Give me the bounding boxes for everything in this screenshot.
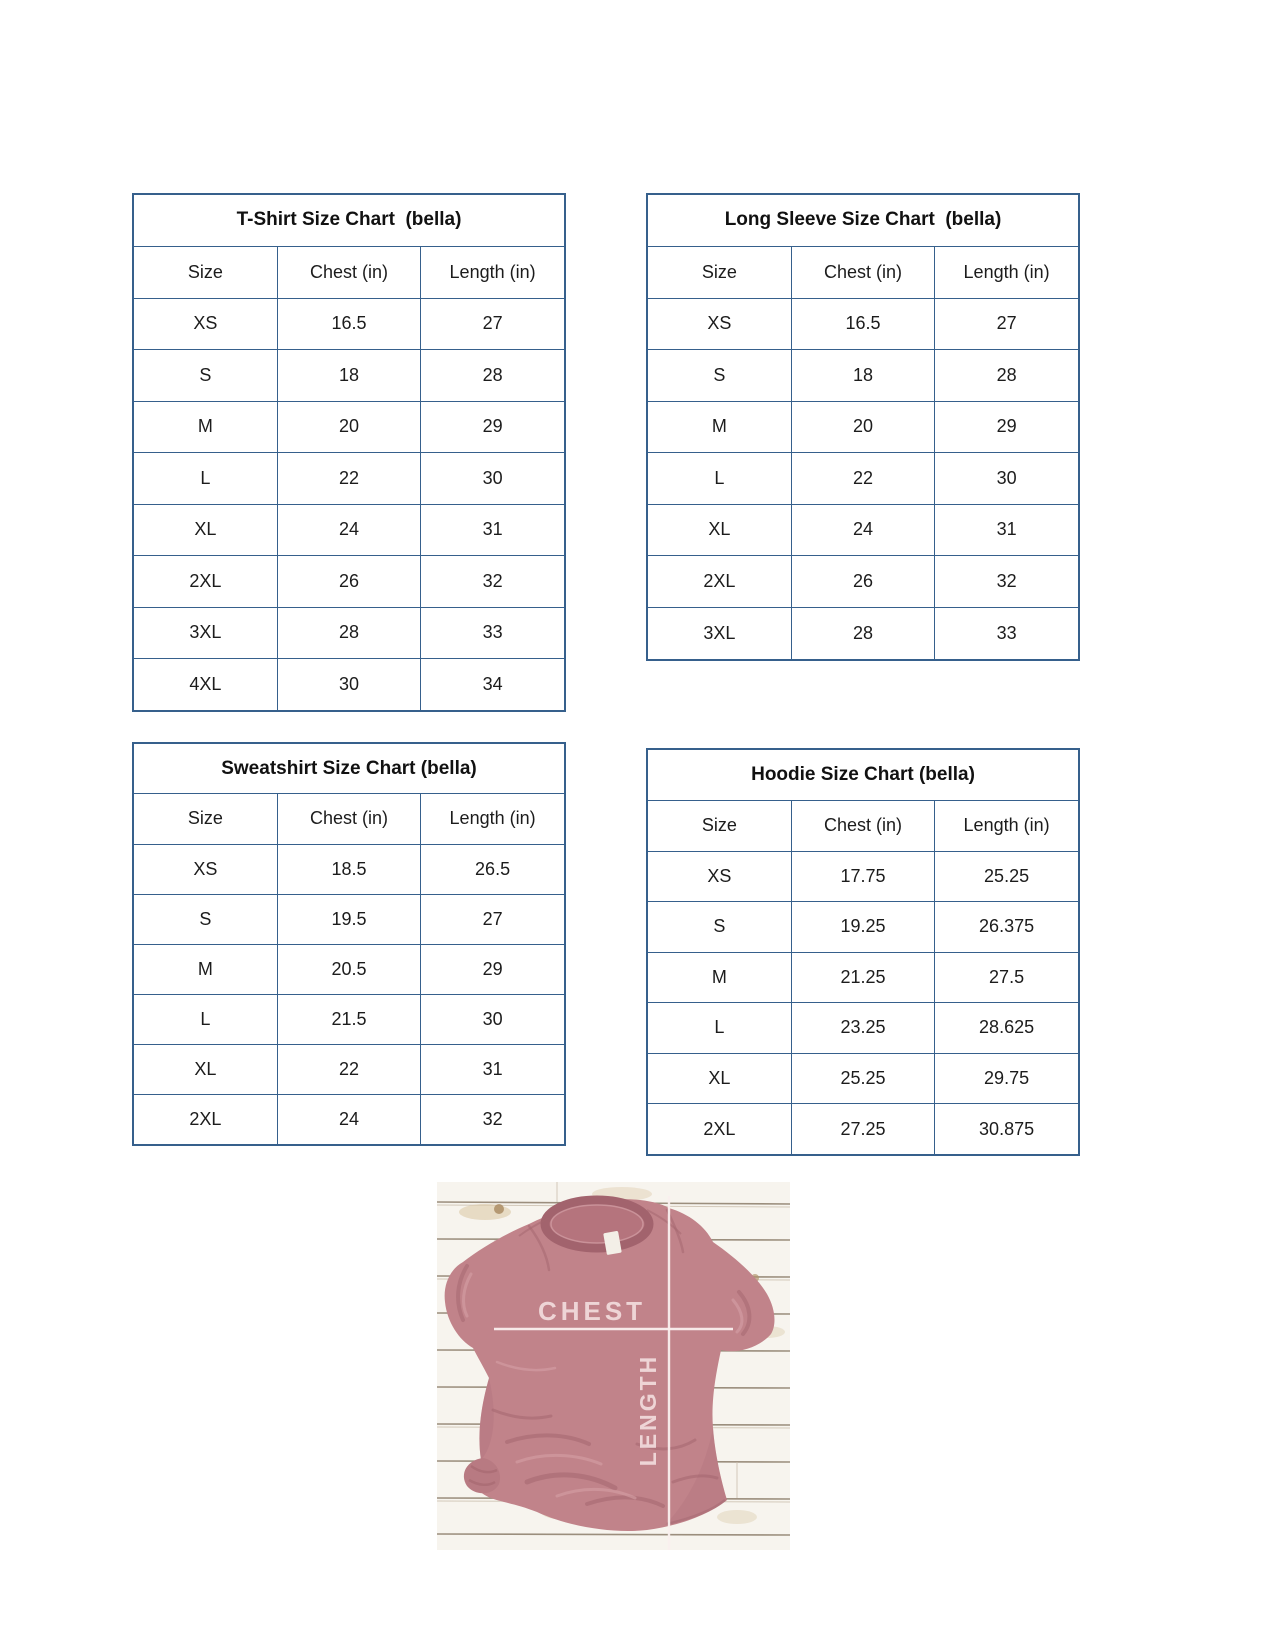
table-cell: 30 <box>935 453 1078 505</box>
table-row <box>648 401 1078 453</box>
table-cell: 3XL <box>648 607 791 659</box>
length-label: LENGTH <box>635 1353 661 1467</box>
table-row <box>134 298 564 350</box>
table-cell: 18 <box>277 350 420 402</box>
table-cell: L <box>134 994 277 1044</box>
table-row <box>134 453 564 505</box>
table-row <box>648 902 1078 953</box>
column-header: Size <box>134 247 277 299</box>
table-cell: 27 <box>935 298 1078 350</box>
column-header: Chest (in) <box>791 801 934 852</box>
table-row <box>648 1003 1078 1054</box>
table-cell: S <box>134 350 277 402</box>
table-row <box>134 844 564 894</box>
table-cell: 28 <box>421 350 564 402</box>
table-cell: XL <box>648 1053 791 1104</box>
table-cell: XL <box>134 1044 277 1094</box>
table-cell: 31 <box>421 1044 564 1094</box>
table-row <box>134 994 564 1044</box>
table-cell: 18 <box>791 350 934 402</box>
tshirt-size-chart-table <box>132 193 566 712</box>
table-cell: M <box>648 952 791 1003</box>
table-cell: 30.875 <box>935 1104 1078 1155</box>
table-row <box>648 952 1078 1003</box>
table-row <box>648 298 1078 350</box>
table-cell: 31 <box>421 504 564 556</box>
table-cell: 26 <box>791 556 934 608</box>
table-cell: L <box>134 453 277 505</box>
table-cell: S <box>648 902 791 953</box>
table-cell: 33 <box>421 607 564 659</box>
header-row <box>134 794 564 844</box>
table-cell: 32 <box>421 1094 564 1144</box>
table-cell: 16.5 <box>277 298 420 350</box>
table-title: Long Sleeve Size Chart (bella) <box>648 195 1078 247</box>
table-cell: 29 <box>421 944 564 994</box>
header-row <box>648 247 1078 299</box>
table-cell: M <box>648 401 791 453</box>
table-cell: 26.5 <box>421 844 564 894</box>
table-row <box>648 350 1078 402</box>
table-cell: XS <box>134 844 277 894</box>
column-header: Chest (in) <box>277 247 420 299</box>
size-table-grid <box>134 794 564 1144</box>
product-photo <box>437 1182 790 1550</box>
column-header: Length (in) <box>935 247 1078 299</box>
table-row <box>134 504 564 556</box>
longsleeve-size-chart-table <box>646 193 1080 661</box>
table-cell: 27 <box>421 298 564 350</box>
table-cell: 28 <box>277 607 420 659</box>
table-row <box>648 504 1078 556</box>
table-cell: S <box>134 894 277 944</box>
table-cell: 28.625 <box>935 1003 1078 1054</box>
table-cell: 32 <box>421 556 564 608</box>
table-cell: 27.25 <box>791 1104 934 1155</box>
table-cell: 20 <box>791 401 934 453</box>
column-header: Chest (in) <box>791 247 934 299</box>
column-header: Length (in) <box>935 801 1078 852</box>
table-cell: S <box>648 350 791 402</box>
tshirt-measurement-graphic <box>437 1182 790 1550</box>
table-row <box>648 453 1078 505</box>
chest-label: CHEST <box>537 1296 647 1326</box>
table-cell: 24 <box>277 1094 420 1144</box>
table-cell: XL <box>648 504 791 556</box>
table-row <box>648 851 1078 902</box>
table-cell: 30 <box>277 659 420 711</box>
table-row <box>648 556 1078 608</box>
table-row <box>134 894 564 944</box>
table-cell: 27.5 <box>935 952 1078 1003</box>
size-table-grid <box>134 247 564 711</box>
table-cell: XL <box>134 504 277 556</box>
table-cell: 2XL <box>134 1094 277 1144</box>
hoodie-size-chart-table <box>646 748 1080 1156</box>
column-header: Size <box>648 247 791 299</box>
header-row <box>648 801 1078 852</box>
table-row <box>134 607 564 659</box>
table-cell: 28 <box>791 607 934 659</box>
table-cell: 29.75 <box>935 1053 1078 1104</box>
table-cell: 17.75 <box>791 851 934 902</box>
table-row <box>648 1053 1078 1104</box>
table-cell: 2XL <box>134 556 277 608</box>
table-cell: XS <box>648 298 791 350</box>
table-cell: 30 <box>421 994 564 1044</box>
table-row <box>134 1044 564 1094</box>
table-cell: 27 <box>421 894 564 944</box>
size-table-grid <box>648 801 1078 1155</box>
table-cell: 29 <box>421 401 564 453</box>
table-cell: 20.5 <box>277 944 420 994</box>
table-cell: 33 <box>935 607 1078 659</box>
table-cell: 18.5 <box>277 844 420 894</box>
table-cell: L <box>648 453 791 505</box>
table-title: T-Shirt Size Chart (bella) <box>134 195 564 247</box>
sweatshirt-size-chart-table <box>132 742 566 1146</box>
table-cell: 20 <box>277 401 420 453</box>
column-header: Chest (in) <box>277 794 420 844</box>
table-cell: 19.25 <box>791 902 934 953</box>
table-cell: 30 <box>421 453 564 505</box>
table-cell: 31 <box>935 504 1078 556</box>
table-cell: 22 <box>791 453 934 505</box>
table-cell: 34 <box>421 659 564 711</box>
table-cell: XS <box>648 851 791 902</box>
table-cell: L <box>648 1003 791 1054</box>
table-cell: 16.5 <box>791 298 934 350</box>
table-cell: 26 <box>277 556 420 608</box>
header-row <box>134 247 564 299</box>
table-cell: 22 <box>277 1044 420 1094</box>
table-row <box>134 944 564 994</box>
table-row <box>648 1104 1078 1155</box>
size-table-grid <box>648 247 1078 659</box>
table-row <box>134 659 564 711</box>
column-header: Length (in) <box>421 794 564 844</box>
table-cell: 25.25 <box>935 851 1078 902</box>
table-row <box>134 350 564 402</box>
table-cell: 28 <box>935 350 1078 402</box>
table-cell: 3XL <box>134 607 277 659</box>
table-cell: 23.25 <box>791 1003 934 1054</box>
table-cell: 19.5 <box>277 894 420 944</box>
table-cell: 24 <box>791 504 934 556</box>
table-cell: 22 <box>277 453 420 505</box>
table-row <box>134 401 564 453</box>
table-row <box>648 607 1078 659</box>
table-cell: M <box>134 944 277 994</box>
table-cell: 25.25 <box>791 1053 934 1104</box>
table-cell: 4XL <box>134 659 277 711</box>
table-cell: 24 <box>277 504 420 556</box>
table-title: Sweatshirt Size Chart (bella) <box>134 744 564 794</box>
table-cell: 2XL <box>648 1104 791 1155</box>
table-cell: 26.375 <box>935 902 1078 953</box>
table-cell: 29 <box>935 401 1078 453</box>
column-header: Size <box>134 794 277 844</box>
table-cell: XS <box>134 298 277 350</box>
column-header: Length (in) <box>421 247 564 299</box>
table-title: Hoodie Size Chart (bella) <box>648 750 1078 801</box>
table-cell: 32 <box>935 556 1078 608</box>
table-row <box>134 556 564 608</box>
column-header: Size <box>648 801 791 852</box>
table-cell: 21.25 <box>791 952 934 1003</box>
table-cell: M <box>134 401 277 453</box>
table-cell: 2XL <box>648 556 791 608</box>
table-cell: 21.5 <box>277 994 420 1044</box>
table-row <box>134 1094 564 1144</box>
